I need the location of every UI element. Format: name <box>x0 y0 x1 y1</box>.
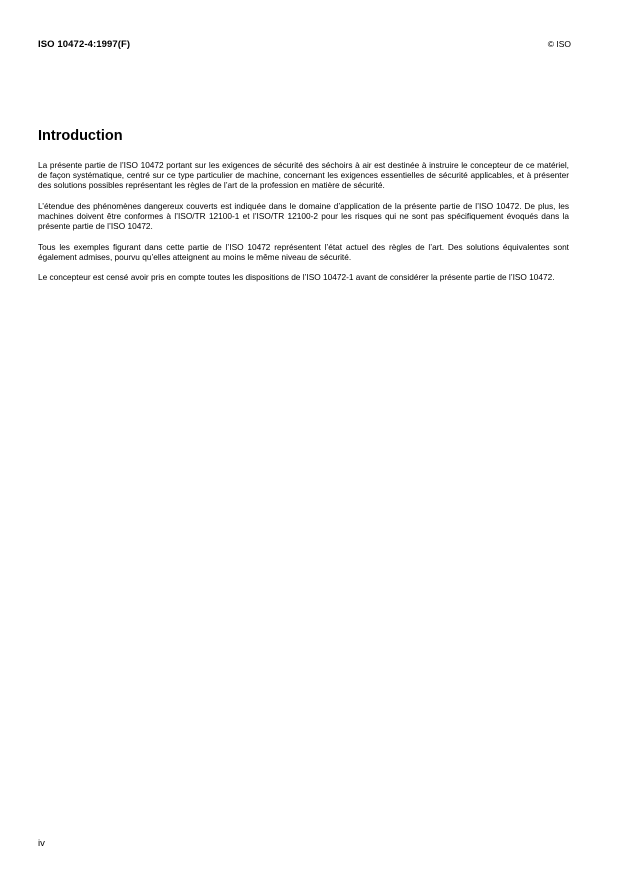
copyright-notice: © ISO <box>547 39 571 49</box>
paragraph: Tous les exemples figurant dans cette partie de l’ISO 10472 représentent l’état actuel des règles de l’art. Des solutions équivalentes sont également admises, pourvu qu’elles atteignent au moins le même niveau de sécurité. <box>38 241 569 262</box>
paragraph: La présente partie de l’ISO 10472 portant sur les exigences de sécurité des séchoirs à air est destinée à instruire le concepteur de ce matériel, de façon systématique, centré sur ce type particulier de machine, concernant les exigences essentielles de sécurité applicables, et à présenter des solutions possibles représentant les règles de l’art de la profession en matière de sécurité. <box>38 160 569 191</box>
paragraph: L’étendue des phénomènes dangereux couverts est indiquée dans le domaine d’application de la présente partie de l’ISO 10472. De plus, les machines doivent être conformes à l’ISO/TR 12100-1 et l’ISO/TR 12100-2 pour les risques qui ne sont pas spécifiquement évoqués dans la présente partie de l’ISO 10472. <box>38 200 569 231</box>
paragraph: Le concepteur est censé avoir pris en compte toutes les dispositions de l’ISO 10472-1 avant de considérer la présente partie de l’ISO 10472. <box>38 272 555 283</box>
page-number: iv <box>38 838 45 849</box>
page-title: Introduction <box>38 128 123 144</box>
document-id: ISO 10472-4:1997(F) <box>38 39 131 50</box>
body-text <box>38 160 569 293</box>
